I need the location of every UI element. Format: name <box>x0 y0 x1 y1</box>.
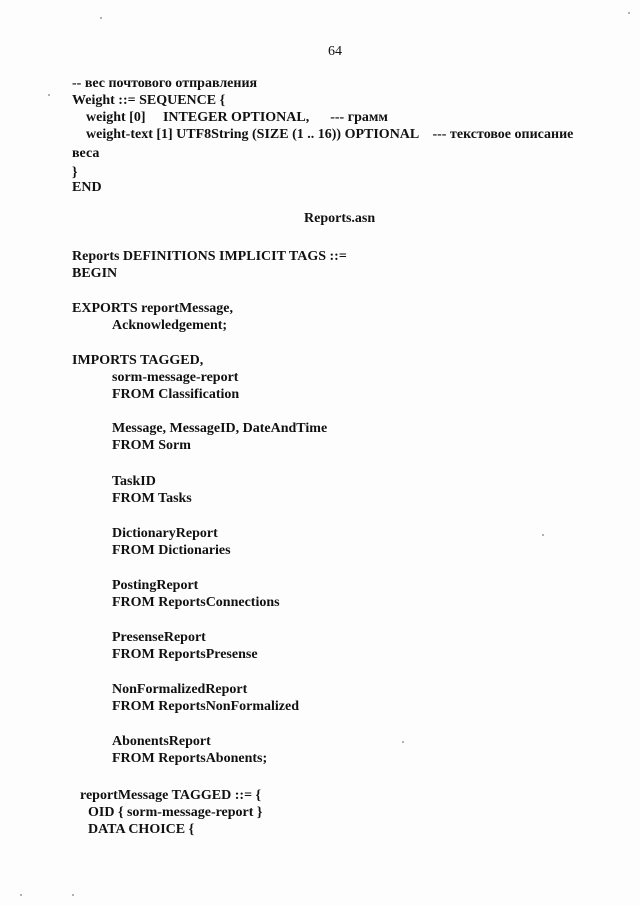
code-line: BEGIN <box>72 266 118 281</box>
code-line: FROM ReportsPresense <box>112 647 258 662</box>
scan-speck <box>100 17 102 19</box>
code-line: } <box>72 165 78 180</box>
code-line: DictionaryReport <box>112 526 218 541</box>
code-line: weight [0] INTEGER OPTIONAL, --- грамм <box>86 110 388 125</box>
code-line: weight-text [1] UTF8String (SIZE (1 .. 16)) OPTIONAL --- текстовое описание <box>86 127 574 142</box>
comment-line: -- вес почтового отправления <box>72 76 258 91</box>
scan-speck <box>48 94 50 96</box>
code-line: PresenseReport <box>112 630 206 645</box>
page-number: 64 <box>328 44 342 59</box>
code-line: IMPORTS TAGGED, <box>72 353 204 368</box>
code-line: PostingReport <box>112 578 199 593</box>
code-line: веса <box>72 146 100 161</box>
code-line: AbonentsReport <box>112 734 211 749</box>
code-line: FROM ReportsConnections <box>112 595 280 610</box>
scan-speck <box>20 894 22 896</box>
code-line: END <box>72 180 102 195</box>
code-line: sorm-message-report <box>112 370 239 385</box>
code-line: Acknowledgement; <box>112 318 228 333</box>
code-line: DATA CHOICE { <box>88 822 195 837</box>
code-line: OID { sorm-message-report } <box>88 805 263 820</box>
code-line: FROM Classification <box>112 387 240 402</box>
code-line: FROM Tasks <box>112 491 192 506</box>
code-line: EXPORTS reportMessage, <box>72 301 234 316</box>
code-line: FROM Sorm <box>112 438 191 453</box>
scan-speck <box>542 534 544 536</box>
scan-speck <box>628 12 630 14</box>
code-line: Weight ::= SEQUENCE { <box>72 93 226 108</box>
code-line: TaskID <box>112 474 156 489</box>
code-line: FROM Dictionaries <box>112 543 231 558</box>
code-line: NonFormalizedReport <box>112 682 248 697</box>
code-line: Message, MessageID, DateAndTime <box>112 421 328 436</box>
section-title: Reports.asn <box>304 211 376 226</box>
scan-speck <box>72 894 74 896</box>
code-line: FROM ReportsNonFormalized <box>112 699 300 714</box>
code-line: Reports DEFINITIONS IMPLICIT TAGS ::= <box>72 249 347 264</box>
scan-speck <box>402 741 404 743</box>
code-line: FROM ReportsAbonents; <box>112 751 268 766</box>
code-line: reportMessage TAGGED ::= { <box>80 788 262 803</box>
